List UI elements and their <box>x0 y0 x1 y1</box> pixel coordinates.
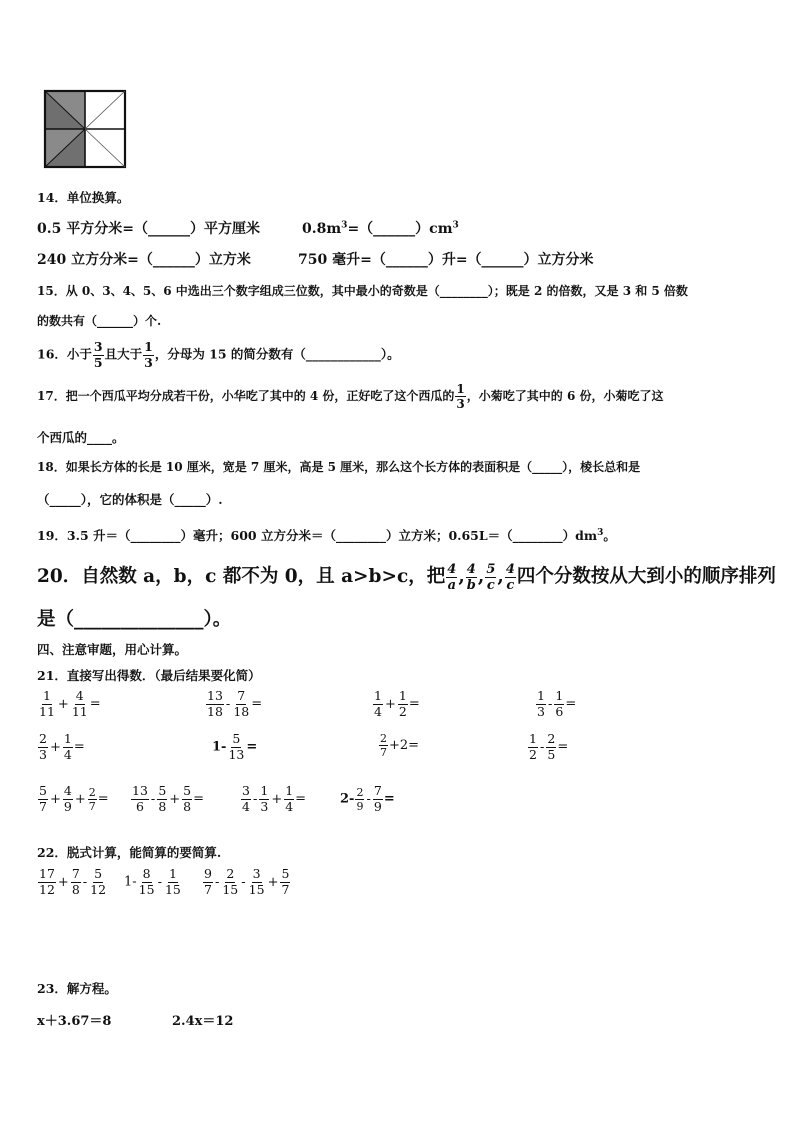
q22-expr-2: 1- $\frac{8}{15}$ - $\frac{1}{15}$ <box>124 866 181 897</box>
q17-fraction: $\frac{1}{3}$ <box>456 382 465 411</box>
q20-fraction-4: $\frac{4}{c}$ <box>505 561 515 593</box>
q23-title: 23．解方程。 <box>37 981 117 996</box>
q21-r3-expr-1: $\frac{5}{7}$ + $\frac{4}{9}$ + $\frac{2}{7}$ = <box>39 783 109 814</box>
q21-r2-expr-1: $\frac{2}{3}$ + $\frac{1}{4}$ = <box>39 731 85 762</box>
q23-equation-1: x＋3.67＝8 <box>37 1014 112 1029</box>
q14-area-conversion: 0.5 平方分米=（______）平方厘米 <box>37 221 260 237</box>
q22-expr-1: $\frac{17}{12}$ + $\frac{7}{8}$ - $\frac{5}{12}$ <box>39 866 107 897</box>
q16-fraction-2: $\frac{1}{3}$ <box>144 339 153 370</box>
q20-line1: 20．自然数 a，b，c 都不为 0，且 a>b>c，把 $\frac{4}{a}$ , $\frac{4}{b}$ , $\frac{5}{c}$ , $\frac{4}{c}$ 四个分数按从大到小的顺序排列 <box>37 561 776 593</box>
q19-line: 19．3.5 升＝（________）毫升；600 立方分米＝（________）立方米；$0.65L=(\_\_\_\_\_\_\_\_)dm^3$。 <box>37 527 616 543</box>
q21-r3-expr-4: 2- $\frac{2}{9}$ - $\frac{7}{9}$ = <box>340 783 395 814</box>
q18-line1: 18．如果长方体的长是 10 厘米，宽是 7 厘米，高是 5 厘米，那么这个长方体的表面积是（_____），棱长总和是 <box>37 460 641 474</box>
q18-line2: （_____），它的体积是（_____）. <box>37 492 223 507</box>
q21-r1-expr-3: $\frac{1}{4}$ + $\frac{1}{2}$ = <box>374 688 420 719</box>
q20-line2: 是（______________）。 <box>37 609 232 630</box>
q21-r3-expr-2: $\frac{13}{6}$ - $\frac{5}{8}$ + $\frac{5}{8}$ = <box>132 783 205 814</box>
q21-title: 21．直接写出得数．（最后结果要化简） <box>37 668 261 683</box>
q14-title: 14．单位换算。 <box>37 190 130 205</box>
q14-ml-conversion: 750 毫升=（______）升=（______）立方分米 <box>298 252 594 268</box>
q21-r2-expr-3: $\frac{2}{7}$ +2= <box>380 732 420 759</box>
q21-r1-expr-1: $\frac{1}{11}$ + $\frac{4}{11}$ = <box>39 688 101 719</box>
q21-r3-expr-3: $\frac{3}{4}$ - $\frac{1}{3}$ + $\frac{1}{4}$ = <box>242 783 307 814</box>
q21-r2-expr-2: 1- $\frac{5}{13}$ = <box>212 731 258 762</box>
section-4-heading: 四、注意审题，用心计算。 <box>37 642 188 657</box>
q20-fraction-1: $\frac{4}{a}$ <box>447 561 457 593</box>
q14-volume-conversion: $0.8m^3=(\_\_\_\_\_\_)cm^3$ <box>302 220 459 237</box>
q21-r2-expr-4: $\frac{1}{2}$ - $\frac{2}{5}$ = <box>529 731 569 762</box>
q17-line1: 17．把一个西瓜平均分成若干份，小华吃了其中的 4 份，正好吃了这个西瓜的 $\frac{1}{3}$ ，小菊吃了其中的 6 份，小菊吃了这 <box>37 382 664 411</box>
q16-fraction-1: $\frac{3}{5}$ <box>93 339 103 370</box>
q17-line2: 个西瓜的____。 <box>37 430 125 445</box>
q21-r1-expr-4: $\frac{1}{3}$ - $\frac{1}{6}$ = <box>537 688 577 719</box>
q20-fraction-2: $\frac{4}{b}$ <box>466 561 476 593</box>
q16-line: 16．小于 $\frac{3}{5}$ 且大于 $\frac{1}{3}$ ，分母为 15 的简分数有（____________）。 <box>37 339 400 370</box>
q15-line1: 15．从 0、3、4、5、6 中选出三个数字组成三位数，其中最小的奇数是（________）；既是 2 的倍数，又是 3 和 5 倍数 <box>37 284 688 298</box>
shaded-square-figure <box>42 88 128 170</box>
q23-equation-2: 2.4x＝12 <box>172 1014 234 1029</box>
q22-expr-3: $\frac{9}{7}$ - $\frac{2}{15}$ - $\frac{3}{15}$ + $\frac{5}{7}$ <box>204 866 290 897</box>
q15-line2: 的数共有（______）个. <box>37 314 162 328</box>
q21-r1-expr-2: $\frac{13}{18}$ - $\frac{7}{18}$ = <box>207 688 263 719</box>
q22-title: 22．脱式计算，能简算的要简算. <box>37 845 222 860</box>
q14-cubic-conversion: 240 立方分米=（______）立方米 <box>37 252 251 268</box>
q20-fraction-3: $\frac{5}{c}$ <box>486 561 496 593</box>
